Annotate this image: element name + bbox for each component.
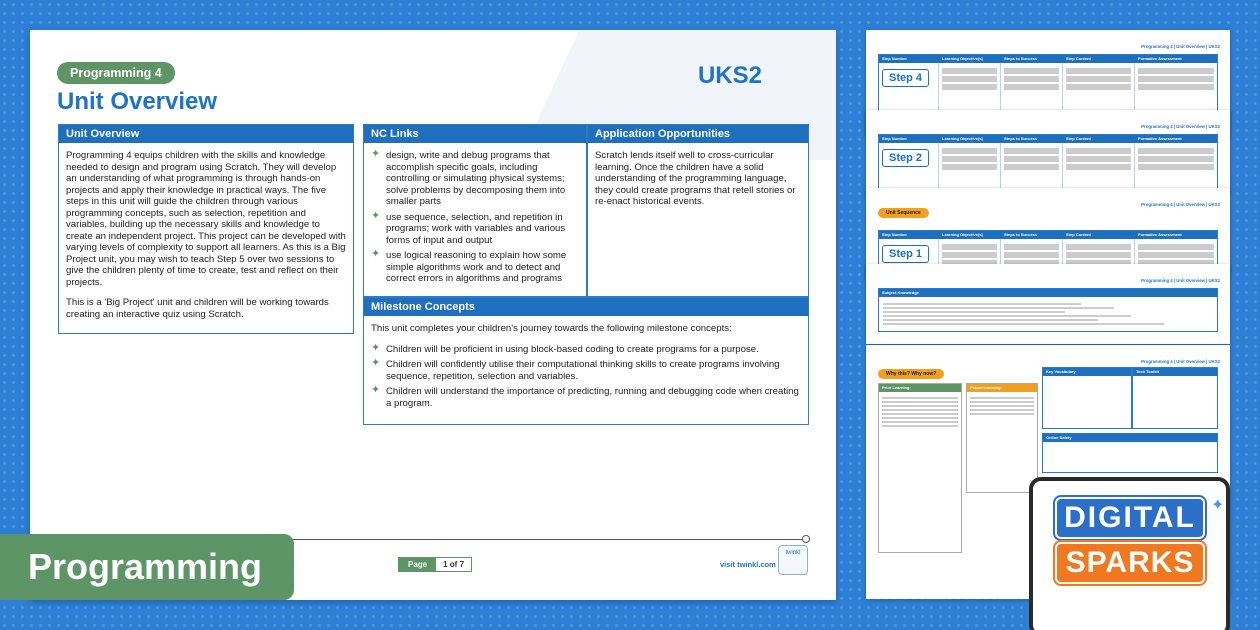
prior-learning-box: Prior Learning: [878, 383, 962, 553]
list-item: ✦ Children will understand the importance of predicting, running and debugging code when creating a program. [371, 384, 799, 409]
thumbnail-page: Programming 4 | Unit Overview | UKS2 Step Number Learning Objective(s) Steps to Success Step Content Formative Assessment Step 2 [866, 110, 1230, 194]
list-item: ✦ Children will confidently utilise their computational thinking skills to create programs involving sequence, repetition, selection and variables. [371, 357, 780, 382]
nc-links-box [363, 124, 587, 297]
logo-sparks: SPARKS [1055, 542, 1205, 584]
thumbnail-page: Programming 4 | Unit Overview | UKS2 Step Number Learning Objective(s) Steps to Success Step Content Formative Assessment Step 4 [866, 30, 1230, 136]
thumbnail-page: Programming 4 | Unit Overview | UKS2 Unit Sequence Step Number Learning Objective(s) Steps to Success Step Content Formative Assessment Step 1 [866, 188, 1230, 278]
milestone-heading: Milestone Concepts [364, 298, 808, 316]
list-item: ✦ Children will be proficient in using block-based coding to create programs for a purpose. [371, 341, 759, 355]
step-button[interactable]: Step 2 [882, 149, 929, 167]
list-item: ✦ design, write and debug programs that accomplish specific goals, including controlling or simulating physical systems; solve problems by decomposing them into smaller parts [371, 148, 566, 207]
page-title: Unit Overview [57, 88, 218, 115]
star-icon: ✦ [371, 148, 381, 160]
page-value: 1 of 7 [443, 560, 465, 569]
digital-sparks-logo [1029, 477, 1230, 630]
milestone-box [363, 297, 809, 425]
thumbnail-page: Programming 4 | Unit Overview | UKS2 Subject Knowledge [866, 264, 1230, 344]
logo-digital: DIGITAL [1055, 497, 1205, 539]
nc-links-heading: NC Links [364, 125, 586, 143]
milestone-intro: This unit completes your children's journey towards the following milestone concepts: [371, 323, 732, 334]
application-text: Scratch lends itself well to cross-curricular learning. Once the children have a solid understanding of the programming language, they could create programs that retell stories or re-enact historical events. [595, 150, 796, 207]
overview-paragraph: This is a 'Big Project' unit and children will be working towards creating an interactive quiz using Scratch. [66, 297, 329, 320]
application-box [587, 124, 809, 297]
star-icon: ✦ [371, 209, 381, 222]
unit-overview-heading: Unit Overview [59, 125, 353, 143]
sparkle-icon: ✦ [1211, 497, 1225, 514]
future-learning-box: Future Learning: [966, 383, 1038, 493]
category-tab: Programming [0, 534, 294, 600]
tech-toolkit-box: Tech Toolkit [1132, 367, 1218, 429]
online-safety-box: Online Safety [1042, 433, 1218, 473]
footer-dot [802, 535, 810, 543]
star-icon: ✦ [371, 357, 381, 369]
application-heading: Application Opportunities [588, 125, 808, 143]
step-button[interactable]: Step 4 [882, 69, 929, 87]
page-label: Page [399, 558, 436, 571]
why-this-badge: Why this? Why now? [878, 369, 944, 379]
star-icon: ✦ [371, 248, 381, 260]
list-item: ✦ use logical reasoning to explain how some simple algorithms work and to detect and correct errors in algorithms and programs [371, 248, 567, 284]
twinkl-logo: twinkl [778, 545, 808, 575]
visit-link[interactable]: visit twinkl.com [720, 560, 776, 569]
star-icon: ✦ [371, 341, 381, 354]
key-vocabulary-box: Key Vocabulary [1042, 367, 1132, 429]
unit-overview-box [58, 124, 354, 334]
star-icon: ✦ [371, 384, 381, 396]
key-stage-label: UKS2 [697, 62, 762, 89]
overview-paragraph: Programming 4 equips children with the skills and knowledge needed to design and program using Scratch. They will develop an understanding of what programming is through hands-on projects and apply their knowledge in practical ways. The five steps in this unit will guide the children through various programming concepts, such as selection, repetition and variables, building up the necessary skills and knowledge to create an independent project. This project can be developed with varying levels of complexity to support all learners. As this is a Big Project unit, you may wish to teach Step 5 over two sessions to give the children plenty of time to create, test and reflect on their projects. [66, 150, 346, 288]
step-button[interactable]: Step 1 [882, 245, 929, 263]
document-page [30, 30, 836, 600]
page-indicator [398, 557, 472, 572]
list-item: ✦ use sequence, selection, and repetition in programs; work with variables and various forms of input and output [371, 209, 566, 246]
thumbnail-page: Programming 4 | Unit Overview | UKS2 Why this? Why now? Prior Learning: Future Learning: Key Vocabulary Tech Toolkit Online Safety [866, 345, 1230, 599]
unit-sequence-badge: Unit Sequence [878, 208, 929, 218]
unit-badge: Programming 4 [57, 62, 175, 84]
